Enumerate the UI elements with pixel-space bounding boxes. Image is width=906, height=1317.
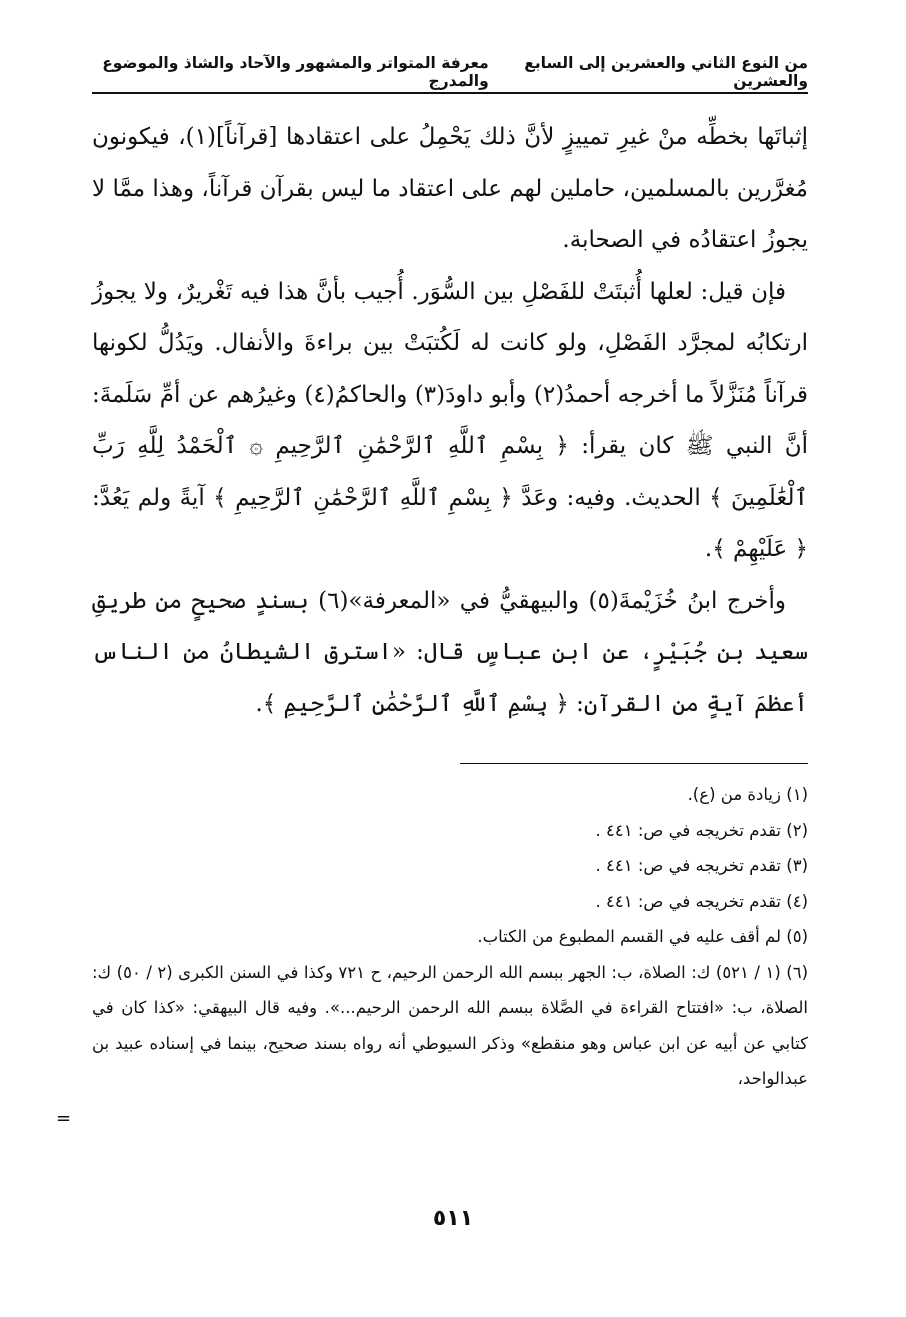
header-section-title: معرفة المتواتر والمشهور والآحاد والشاذ والموضوع والمدرج [102, 54, 489, 90]
footnote-5: (٥) لم أقف عليه في القسم المطبوع من الكتاب. [477, 927, 808, 946]
footnote-2: (٢) تقدم تخريجه في ص: ٤٤١ . [595, 820, 808, 840]
header-chapter-title: من النوع الثاني والعشرين إلى السابع والعشرين [524, 54, 808, 90]
footnote-3: (٣) تقدم تخريجه في ص: ٤٤١ . [595, 856, 808, 875]
page-number: ٥١١ [432, 1206, 474, 1231]
paragraph-2: فإن قيل: لعلها أُثبتَتْ للفَصْلِ بين السُّوَر. أُجيب بأنَّ هذا فيه تَغْريرٌ، ولا يجوزُ ارتكابُه لمجرَّد الفَصْلِ، ولو كانت له لَكُتبَتْ بين براءةَ والأنفال. ويَدُلُّ لكونها قرآناً مُنَزَّلاً ما أخرجه أحمدُ(٢) وأبو داودَ(٣) والحاكمُ(٤) وغيرُهم عن أمِّ سَلَمةَ: أنَّ النبي ﷺ كان يقرأ: ﴿ بِسْمِ ٱللَّهِ ٱلرَّحْمَٰنِ ٱلرَّحِيمِ ۞ ٱلْحَمْدُ لِلَّهِ رَبِّ ٱلْعَٰلَمِينَ ﴾ الحديث. وفيه: وعَدَّ ﴿ بِسْمِ ٱللَّهِ ٱلرَّحْمَٰنِ ٱلرَّحِيمِ ﴾ آيةً ولم يَعُدَّ: ﴿ عَلَيْهِمْ ﴾. [92, 278, 808, 562]
paragraph-3: وأخرج ابنُ خُزَيْمةَ(٥) والبيهقيُّ في «المعرفة»(٦) بسندٍ صحيحٍ من طريقِ سعيد بن جُبَيْرٍ، عن ابنِ عباسٍ قال: «استرق الشيطانُ من الناس أعظمَ آيةٍ من القرآن: ﴿ بِسْمِ ٱللَّهِ ٱلرَّحْمَٰنِ ٱلرَّحِيمِ ﴾. [92, 587, 808, 717]
footnote-1: (١) زيادة من (ع). [687, 785, 808, 804]
running-header [92, 52, 808, 94]
footnotes [92, 777, 808, 1097]
main-text [92, 112, 808, 730]
footnote-6: (٦) (١ / ٥٢١) ك: الصلاة، ب: الجهر ببسم الله الرحمن الرحيم، ح ٧٢١ وكذا في السنن الكبرى (٢ / ٥٠) ك: الصلاة، ب: «افتتاح القراءة في الصَّلاة ببسم الله الرحمن الرحيم...». وفيه قال البيهقي: «كذا كان في كتابي عن أبيه عن ابن عباس وهو منقطع» وذكر السيوطي أنه رواه بسند صحيح، بينما في إسناده عبيد بن عبدالواحد، [92, 962, 808, 1088]
continuation-mark: = [56, 1108, 72, 1129]
paragraph-1: إثباتَها بخطِّه منْ غيرِ تمييزٍ لأنَّ ذلك يَحْمِلُ على اعتقادها [قرآناً](١)، فيكونون مُغرَّرين بالمسلمين، حاملين لهم على اعتقاد ما ليس بقرآن قرآناً، وهذا ممَّا لا يجوزُ اعتقادُه في الصحابة. [92, 124, 808, 253]
footnote-separator [460, 763, 808, 764]
footnote-4: (٤) تقدم تخريجه في ص: ٤٤١ . [595, 891, 808, 911]
